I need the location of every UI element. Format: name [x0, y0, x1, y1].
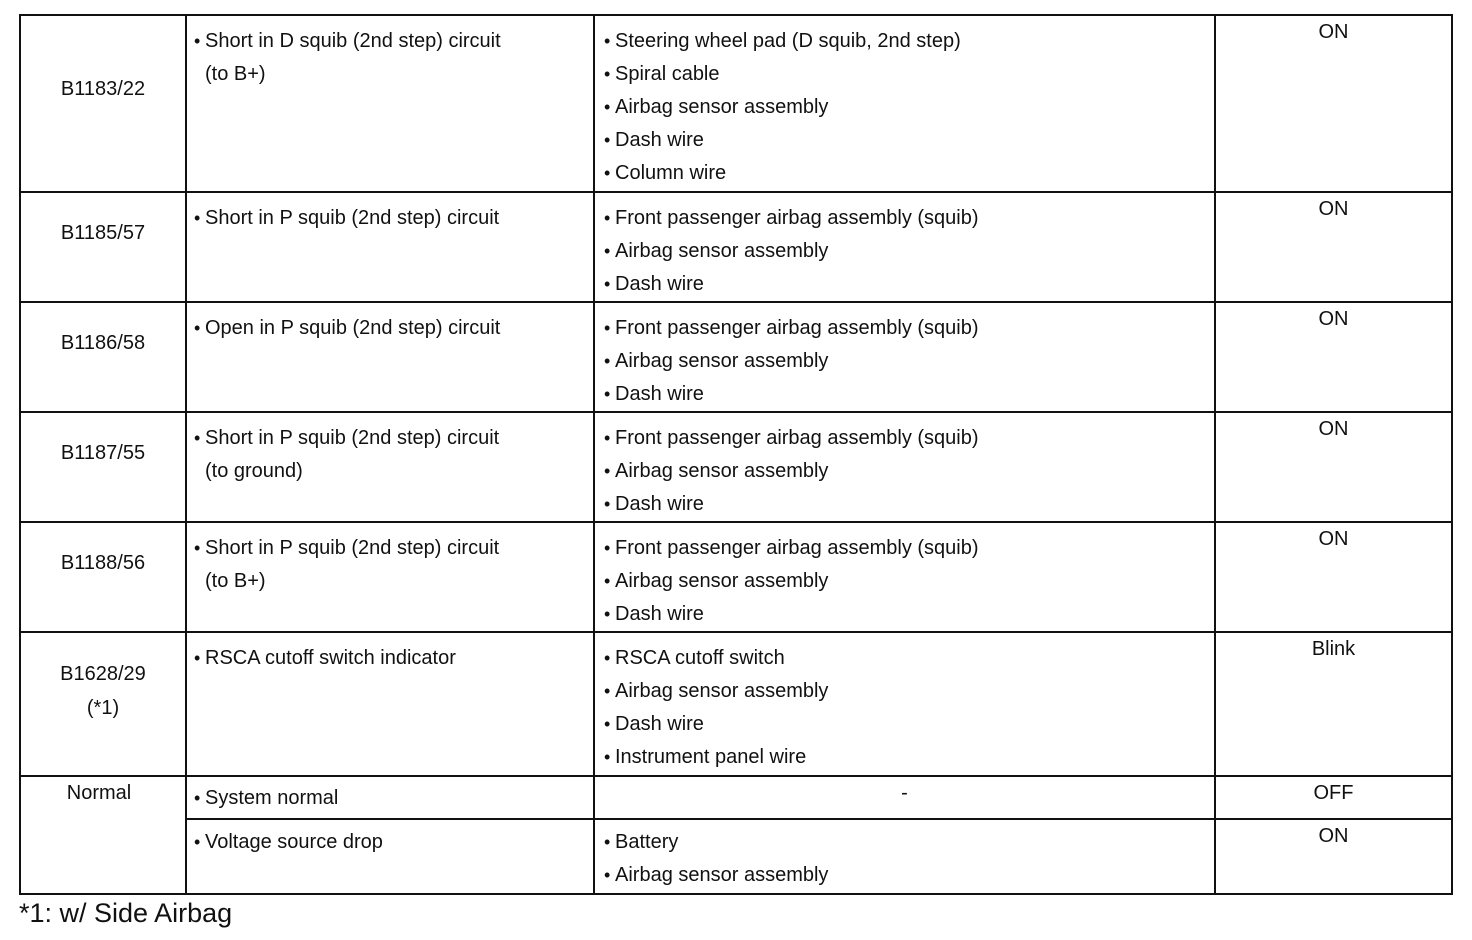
- warning-light: ON: [1215, 192, 1452, 302]
- detection-condition: [186, 632, 594, 776]
- trouble-area: [594, 192, 1215, 302]
- area-item: • Dash wire: [604, 268, 1214, 301]
- area-item: • Airbag sensor assembly: [604, 235, 1214, 268]
- warning-light: OFF: [1215, 776, 1452, 819]
- condition-item: • System normal: [194, 782, 593, 815]
- table-row: [20, 632, 1452, 776]
- area-item: • RSCA cutoff switch: [604, 642, 1214, 675]
- table-row: [20, 192, 1452, 302]
- detection-condition: [186, 192, 594, 302]
- dtc-table: [19, 14, 1453, 895]
- dtc-code: B1188/56: [20, 522, 186, 632]
- dtc-code: B1186/58: [20, 302, 186, 412]
- warning-light: ON: [1215, 15, 1452, 192]
- area-item: • Airbag sensor assembly: [604, 455, 1214, 488]
- warning-light: ON: [1215, 302, 1452, 412]
- detection-condition: [186, 819, 594, 894]
- footnote: *1: w/ Side Airbag: [19, 898, 233, 928]
- warning-light: ON: [1215, 819, 1452, 894]
- area-item: • Dash wire: [604, 708, 1214, 741]
- area-item: • Dash wire: [604, 488, 1214, 521]
- area-item: • Airbag sensor assembly: [604, 91, 1214, 124]
- dtc-code-normal: Normal: [20, 776, 186, 894]
- detection-condition: [186, 522, 594, 632]
- area-item: • Dash wire: [604, 378, 1214, 411]
- area-item: • Dash wire: [604, 598, 1214, 631]
- warning-light: Blink: [1215, 632, 1452, 776]
- condition-item: • Open in P squib (2nd step) circuit: [194, 312, 593, 345]
- trouble-area: [594, 15, 1215, 192]
- area-item: • Instrument panel wire: [604, 741, 1214, 774]
- trouble-area: [594, 632, 1215, 776]
- warning-light: ON: [1215, 522, 1452, 632]
- condition-item-cont: (to ground): [205, 460, 303, 482]
- area-item: • Airbag sensor assembly: [604, 565, 1214, 598]
- area-item: • Steering wheel pad (D squib, 2nd step): [604, 25, 1214, 58]
- condition-item-cont: (to B+): [205, 570, 266, 592]
- condition-item: • RSCA cutoff switch indicator: [194, 642, 593, 675]
- area-item: • Battery: [604, 826, 1214, 859]
- area-item: • Airbag sensor assembly: [604, 859, 1214, 892]
- table-row: [20, 522, 1452, 632]
- detection-condition: [186, 776, 594, 819]
- area-item: • Spiral cable: [604, 58, 1214, 91]
- condition-item-cont: (to B+): [205, 63, 266, 85]
- detection-condition: [186, 302, 594, 412]
- condition-item: • Short in P squib (2nd step) circuit: [194, 422, 593, 455]
- condition-item: • Short in P squib (2nd step) circuit: [194, 202, 593, 235]
- table-row: [20, 412, 1452, 522]
- dtc-code: B1185/57: [20, 192, 186, 302]
- table-row: [20, 15, 1452, 192]
- dtc-code: B1628/29 (*1): [20, 632, 186, 776]
- table-row: [20, 776, 1452, 819]
- area-item: • Dash wire: [604, 124, 1214, 157]
- trouble-area: -: [594, 776, 1215, 819]
- detection-condition: [186, 15, 594, 192]
- area-item: • Front passenger airbag assembly (squib): [604, 422, 1214, 455]
- table-row: [20, 819, 1452, 894]
- area-item: • Front passenger airbag assembly (squib): [604, 532, 1214, 565]
- area-item: • Front passenger airbag assembly (squib): [604, 202, 1214, 235]
- dtc-code: B1187/55: [20, 412, 186, 522]
- area-item: • Airbag sensor assembly: [604, 345, 1214, 378]
- trouble-area: [594, 522, 1215, 632]
- area-item: • Column wire: [604, 157, 1214, 190]
- condition-item: • Short in D squib (2nd step) circuit: [194, 25, 593, 58]
- condition-item: • Short in P squib (2nd step) circuit: [194, 532, 593, 565]
- area-item: • Front passenger airbag assembly (squib): [604, 312, 1214, 345]
- trouble-area: [594, 819, 1215, 894]
- area-item: • Airbag sensor assembly: [604, 675, 1214, 708]
- table-row: [20, 302, 1452, 412]
- detection-condition: [186, 412, 594, 522]
- warning-light: ON: [1215, 412, 1452, 522]
- dtc-code: B1183/22: [20, 15, 186, 192]
- trouble-area: [594, 412, 1215, 522]
- trouble-area: [594, 302, 1215, 412]
- condition-item: • Voltage source drop: [194, 826, 593, 859]
